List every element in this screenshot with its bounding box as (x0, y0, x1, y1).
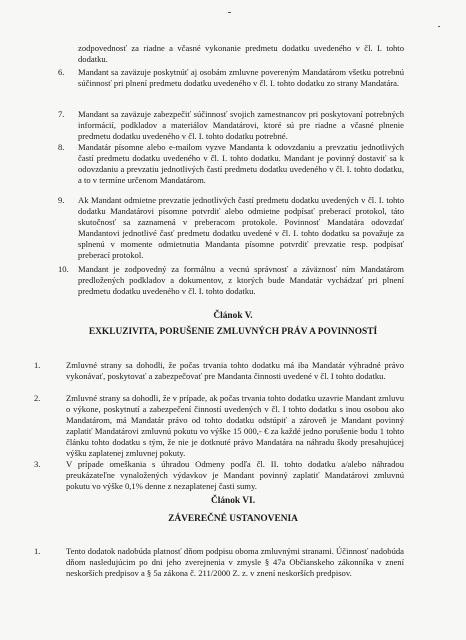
scan-speck (438, 26, 440, 27)
list-item (58, 67, 404, 89)
item-text: Ak Mandant odmietne prevzatie jednotlivých častí predmetu dodatku uvedených v čl. I. tohto dodatku Mandatárovi písomne potvrdiť alebo odmietne podpísať preberací protokol, táto skutočnosť sa zaznamená v preberacom protokole. Povinnosť Mandatára odovzdať Mandantovi jednotlivé časť predmetu dodatku uvedené v čl. I. tohto dodatku sa považuje za splnenú v momente odmietnutia Mandanta písomne potvrdiť prevzatie resp. podpísať preberací protokol. (78, 195, 404, 260)
item-number: 3. (34, 459, 41, 469)
list-item (58, 142, 404, 186)
item-number: 6. (58, 67, 65, 77)
item-number: 8. (58, 142, 65, 152)
item-text: Mandatár písomne alebo e-mailom vyzve Mandanta k odovzdaniu a prevzatiu jednotlivých častí predmetu dodatku uvedeného v čl. I. tohto dodatku. Mandant je povinný dostaviť sa k odovzdaniu a prevzatiu jednotlivých častí predmetu dodatku uvedeného v čl. I. tohto dodatku, a to v termíne určenom Mandatárom. (78, 142, 404, 185)
item-text: Tento dodatok nadobúda platnosť dňom podpisu oboma zmluvnými stranami. Účinnosť nadobúda dňom nasledujúcim po dni jeho zverejnenia v zmysle § 47a Občianskeho zákonníka v znení neskorších predpisov a § 5a zákona č. 211/2000 Z. z. v znení neskorších predpisov. (66, 546, 404, 578)
item-number: 7. (58, 109, 65, 119)
item-number: 10. (58, 264, 69, 274)
list-item (34, 546, 404, 579)
list-item (58, 195, 404, 261)
list-item (34, 393, 404, 459)
intro-continuation (78, 43, 404, 65)
item-number: 2. (34, 393, 41, 403)
scan-speck (228, 12, 231, 13)
item-text: Mandant sa zaväzuje zabezpečiť súčinnosť svojich zamestnancov pri poskytovaní potrebných informácií, podkladov a materiálov Mandatárovi, ktoré sú pre riadne a včasné plnenie predmetu dodatku uvedeného v čl. I. tohto dodatku potrebné. (78, 109, 404, 141)
item-text: Mandant sa zaväzuje poskytnúť aj osobám zmluvne povereným Mandatárom všetku potrebnú súčinnosť pri plnení predmetu dodatku uvedeného v čl. I. tohto dodatku zo strany Mandatára. (78, 67, 404, 88)
item-text: Mandant je zodpovedný za formálnu a vecnú správnosť a záväznosť ním Mandatárom predložených podkladov a dokumentov, z ktorých bude Mandatár vychádzať pri plnení predmetu dodatku uvedeného v čl. I. tohto dodatku. (78, 264, 404, 296)
item-number: 1. (34, 360, 41, 370)
item-text: Zmluvné strany sa dohodli, že v prípade, ak počas trvania tohto dodatku uzavrie Mandant zmluvu o výkone, poskytnutí a zabezpečení činností uvedených v čl. I tohto dodatku s inou osobou ako Mandatárom, má Mandatár právo od tohto dodatku odstúpiť a zároveň je Mandant povinný zaplatiť Mandatárovi zmluvnú pokutu vo výške 15 000,- € za každé jedno porušenie bodu 1 tohto článku tohto dodatku s tým, že nie je dotknuté právo Mandatára na náhradu škody presahujúcej výšku zaplatenej zmluvnej pokuty. (66, 393, 404, 458)
list-item (58, 109, 404, 142)
paragraph-text: zodpovednosť za riadne a včasné vykonanie predmetu dodatku uvedeného v čl. I. tohto dodatku. (78, 43, 404, 64)
item-text: Zmluvné strany sa dohodli, že počas trvania tohto dodatku má iba Mandatár výhradné právo vykonávať, poskytovať a zabezpečovať pre Mandanta činnosti uvedené v čl. I tohto dodatku. (66, 360, 404, 381)
article-label: Článok VI. (210, 496, 256, 506)
article-label: Článok V. (213, 311, 253, 321)
list-item (34, 360, 404, 382)
article-title: EXKLUZIVITA, PORUŠENIE ZMLUVNÝCH PRÁV A POVINNOSTÍ (88, 327, 378, 337)
list-item (34, 459, 404, 492)
item-number: 1. (34, 546, 41, 556)
list-item (58, 264, 404, 297)
article-title: ZÁVEREČNÉ USTANOVENIA (168, 514, 298, 524)
item-text: V prípade omeškania s úhradou Odmeny podľa čl. II. tohto dodatku a/alebo náhradou preukázateľne vynaložených výdavkov je Mandant povinný zaplatiť Mandatárovi zmluvnú pokutu vo výške 0,1% denne z nezaplatenej časti sumy. (66, 459, 404, 491)
item-number: 9. (58, 195, 65, 205)
